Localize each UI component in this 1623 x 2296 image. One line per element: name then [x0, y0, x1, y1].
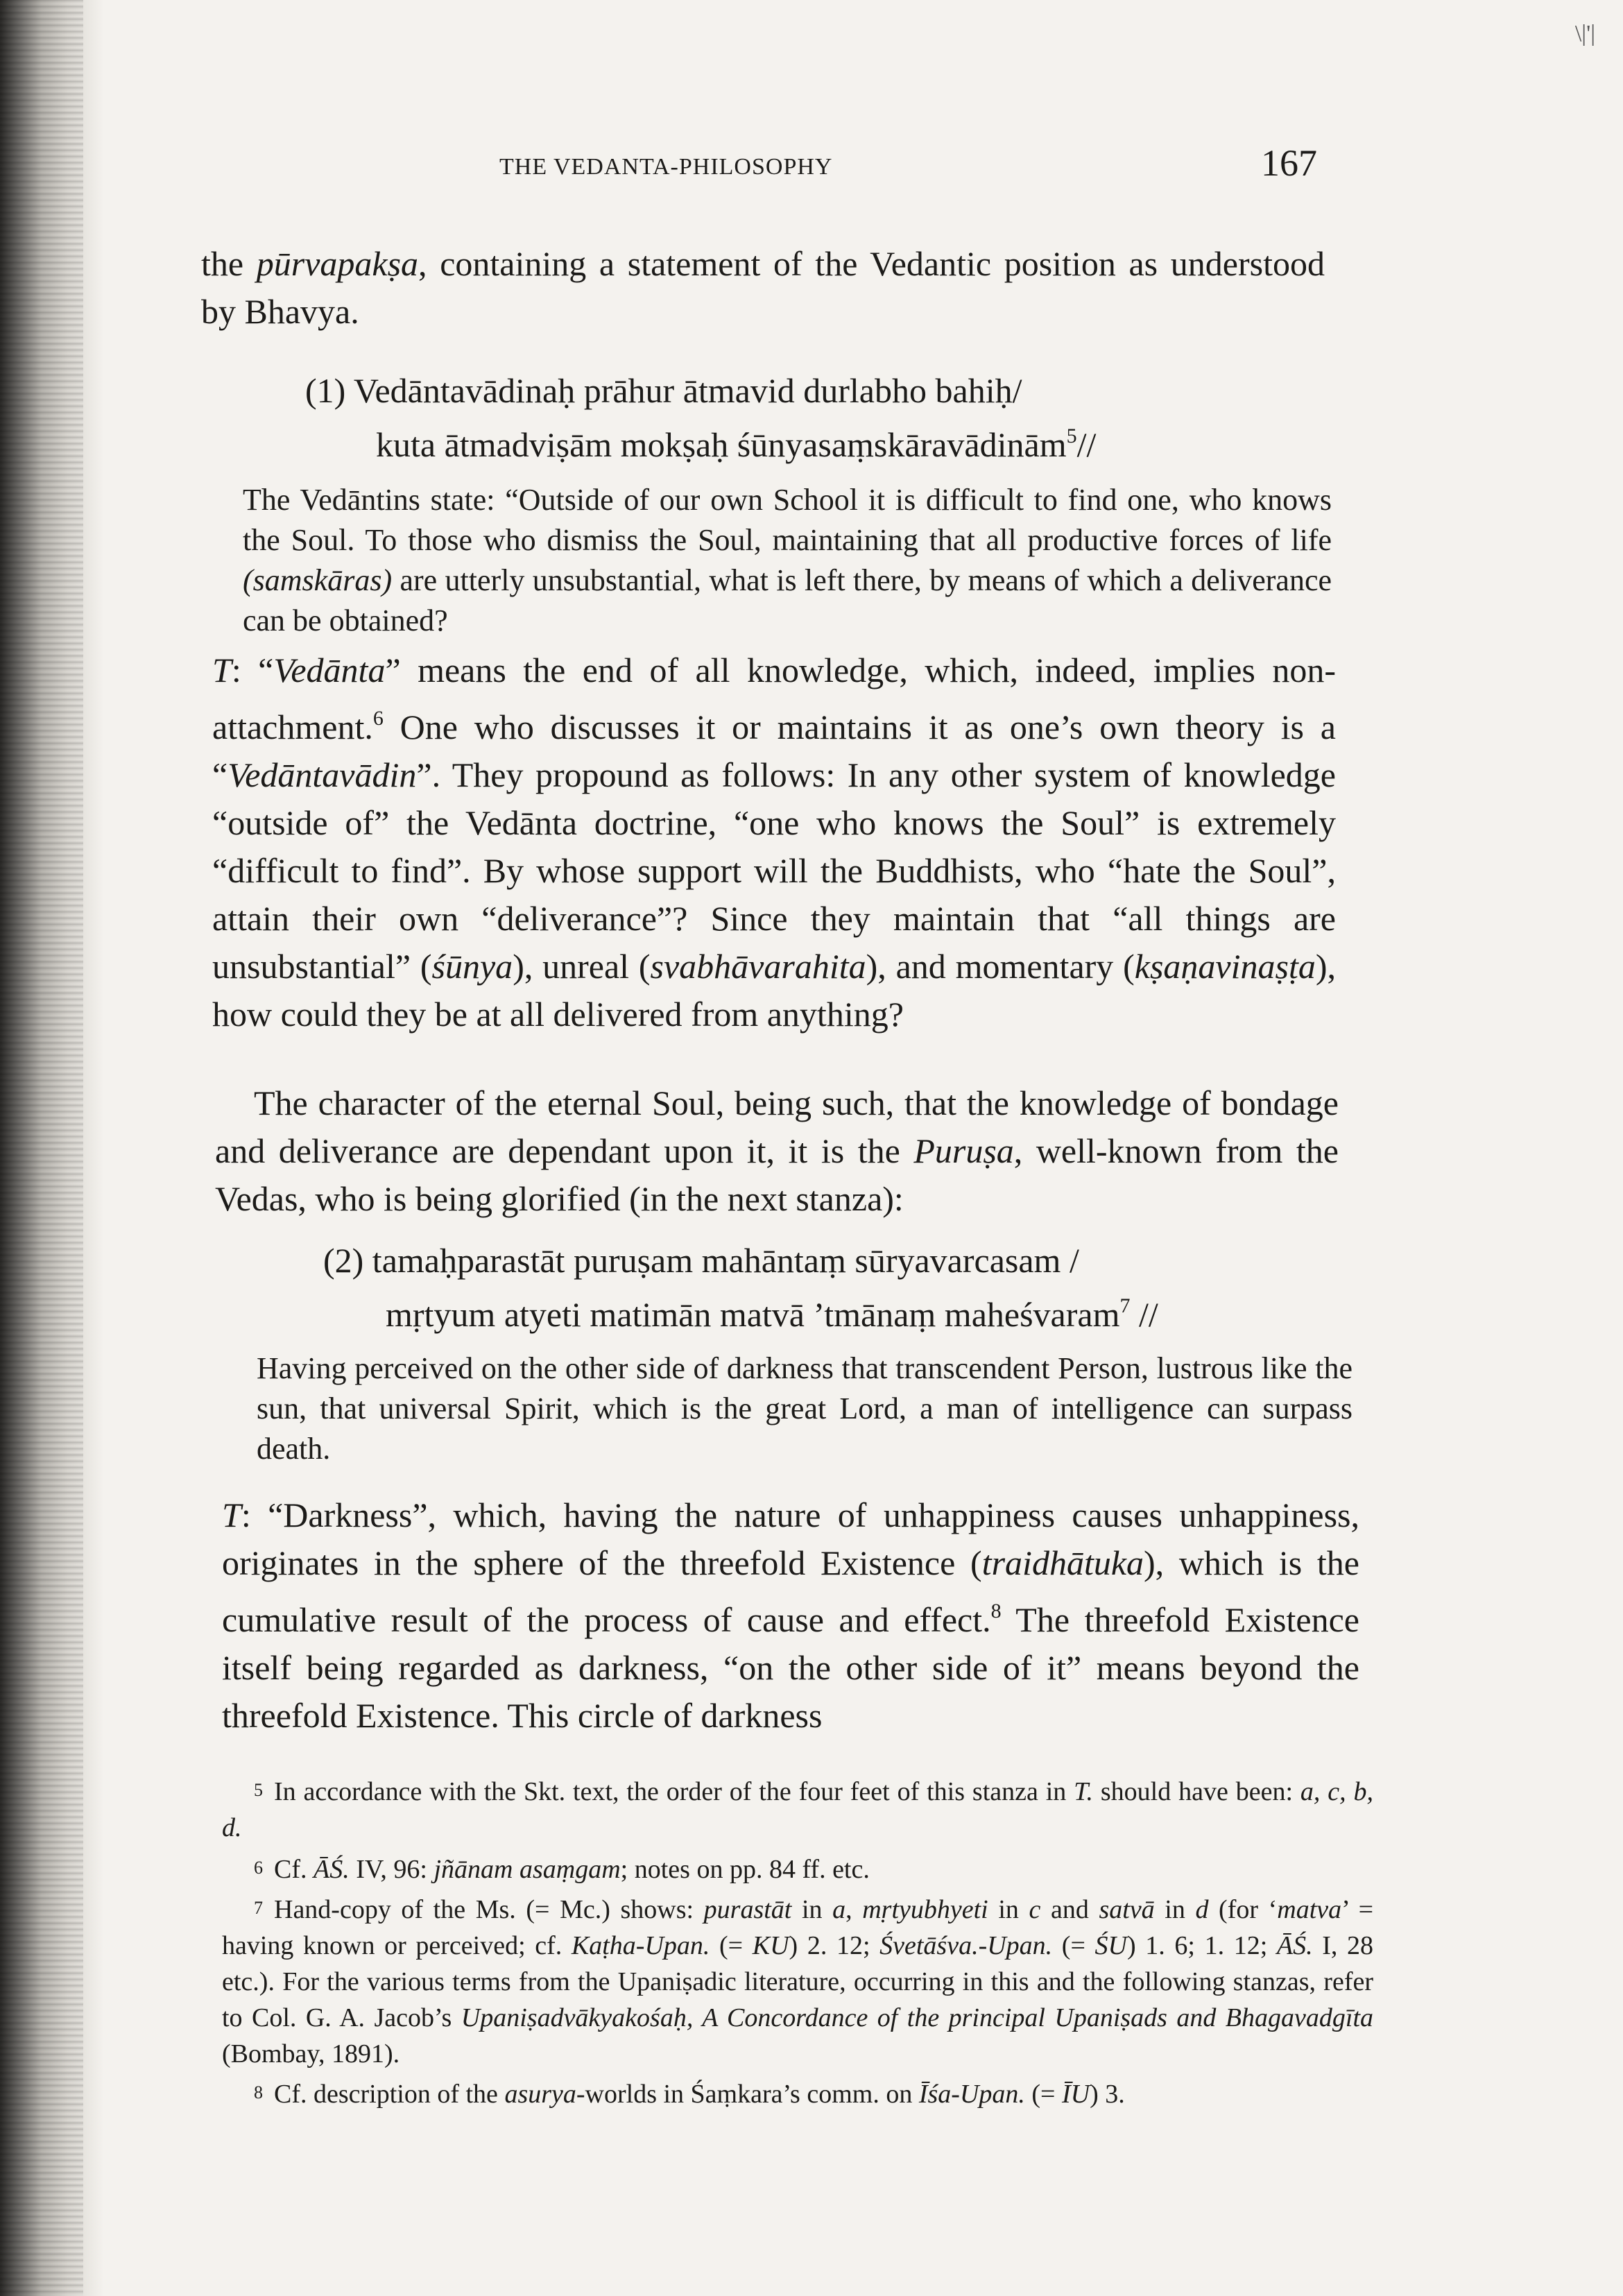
italic-term: purastāt: [703, 1895, 792, 1924]
footnote-8: [222, 2075, 1373, 2112]
italic-term: asurya: [504, 2080, 576, 2109]
italic-term: svabhāvarahita: [650, 947, 866, 986]
text-run: should have been:: [1093, 1777, 1300, 1806]
text-run: , containing a statement of the Vedantic position as understood by Bhavya.: [201, 244, 1325, 331]
text-run: the: [201, 244, 257, 283]
footnote-mark: 6: [254, 1858, 263, 1878]
italic-term: Kaṭha-Upan.: [571, 1931, 710, 1960]
scan-corner-mark: \|'|: [1574, 21, 1595, 46]
commentary-2: [215, 1079, 1339, 1223]
italic-term: kṣaṇavinaṣṭa: [1134, 947, 1316, 986]
text-run: ) 2. 12;: [789, 1931, 880, 1960]
text-run: ,: [845, 1895, 863, 1924]
footnote-6: [222, 1850, 1373, 1887]
text-run: and: [1040, 1895, 1099, 1924]
footnote-mark: 8: [254, 2082, 263, 2102]
commentary-3: [222, 1491, 1359, 1740]
text-run: One who discusses it or maintains it as one’s own theory is a “: [212, 708, 1336, 794]
verse-2: [323, 1237, 1158, 1337]
text-run: //: [1076, 425, 1097, 464]
text-run: The threefold Existence itself being regarded as darkness, “on the other side of it” means beyond the threefold Existence. This circle of darkness: [222, 1600, 1359, 1735]
italic-term: ĀŚ.: [1276, 1931, 1313, 1960]
footnote-mark: 5: [254, 1780, 263, 1800]
text-run: (=: [1052, 1931, 1095, 1960]
text-run: kuta ātmadviṣām mokṣaḥ śūnyasaṃskāravādinām: [376, 425, 1067, 464]
text-run: Cf.: [274, 1855, 314, 1884]
translation-1: [243, 480, 1332, 641]
text-run: ), which is the cumulative result of the process of cause and effect.: [222, 1543, 1359, 1639]
page-number: 167: [1261, 142, 1317, 184]
italic-term: d: [1195, 1895, 1209, 1924]
verse-1-line-1: (1) Vedāntavādinaḥ prāhur ātmavid durlabho bahiḥ/: [305, 371, 1022, 410]
italic-term: a, c, b, d.: [222, 1777, 1373, 1842]
footnote-ref: 7: [1119, 1294, 1131, 1317]
text-run: in: [791, 1895, 833, 1924]
italic-term: T.: [1074, 1777, 1093, 1806]
text-run: in: [988, 1895, 1029, 1924]
text-run: , well-known from the Vedas, who is being glorified (in the next stanza):: [215, 1131, 1339, 1218]
footnote-mark: 7: [254, 1898, 263, 1918]
text-run: mṛtyum atyeti matimān matvā ’tmānaṃ maheśvaram: [386, 1295, 1120, 1334]
verse-1-line-2: [305, 413, 1096, 468]
text-run: The Vedāntins state: “Outside of our own School it is difficult to find one, who knows the Soul. To those who dismiss the Soul, maintaining that all productive forces of life: [243, 483, 1332, 557]
italic-term: Īśa-Upan.: [918, 2080, 1025, 2109]
verse-2-line-2: [323, 1283, 1158, 1337]
footnotes: [222, 1772, 1373, 2112]
text-run: ) 1. 6; 1. 12;: [1126, 1931, 1277, 1960]
text-run: : “Darkness”, which, having the nature of unhappiness causes unhappiness, originates in the sphere of the threefold Existence (: [222, 1496, 1359, 1582]
verse-2-line-1: (2) tamaḥparastāt puruṣam mahāntaṃ sūryavarcasam /: [323, 1241, 1079, 1280]
text-run: ’ = having known or perceived; cf.: [222, 1895, 1374, 1960]
text-run: (=: [710, 1931, 753, 1960]
text-run: ), how could they be at all delivered from anything?: [212, 947, 1337, 1034]
text-run: In accordance with the Skt. text, the order of the four feet of this stanza in: [274, 1777, 1074, 1806]
text-run: ” means the end of all knowledge, which, indeed, implies non-attachment.: [212, 651, 1336, 746]
text-run: Hand-copy of the Ms. (= Mc.) shows:: [274, 1895, 704, 1924]
italic-term: (samskāras): [243, 563, 393, 597]
text-run: ), and momentary (: [866, 947, 1135, 986]
italic-term: KU: [752, 1931, 789, 1960]
text-run: : “: [231, 651, 274, 689]
footnote-ref: 8: [990, 1600, 1002, 1622]
text-run: I, 28 etc.). For the various terms from the Upaniṣadic literature, occurring in this and the following stanzas, refer to Col. G. A. Jacob’s: [222, 1931, 1373, 2032]
italic-term: matva: [1277, 1895, 1342, 1924]
text-run: The character of the eternal Soul, being such, that the knowledge of bondage and deliverance are dependant upon it, it is the: [215, 1083, 1339, 1170]
footnote-5: [222, 1772, 1373, 1846]
text-run: ”. They propound as follows: In any other system of knowledge “outside of” the Vedānta doctrine, “one who knows the Soul” is extremely “difficult to find”. By whose support will the Buddhists, who “hate the Soul”, attain their own “deliverance”? Since they maintain that “all things are unsubstantial” (: [212, 755, 1336, 986]
text-run: ) 3.: [1090, 2080, 1125, 2109]
italic-term: jñānam asaṃgam: [433, 1855, 621, 1884]
text-run: IV, 96:: [349, 1855, 434, 1884]
italic-term: Vedāntavādin: [227, 755, 417, 794]
footnote-ref: 6: [372, 707, 384, 730]
running-head: THE VEDANTA-PHILOSOPHY: [499, 154, 833, 180]
text-run: Cf. description of the: [274, 2080, 505, 2109]
text-run: (=: [1024, 2080, 1062, 2109]
commentary-1: [212, 646, 1336, 1038]
italic-term: mṛtyubhyeti: [862, 1895, 988, 1924]
commentary-label: T: [212, 651, 232, 689]
italic-term: Śvetāśva.-Upan.: [879, 1931, 1053, 1960]
text-run: -worlds in Śaṃkara’s comm. on: [576, 2080, 919, 2109]
translation-2: [257, 1348, 1352, 1469]
text-run: ; notes on pp. 84 ff. etc.: [620, 1855, 870, 1884]
footnote-7: [222, 1890, 1373, 2072]
italic-term: a: [832, 1895, 846, 1924]
intro-paragraph: [201, 240, 1325, 336]
verse-1: [305, 368, 1096, 468]
text-run: are utterly unsubstantial, what is left there, by means of which a deliverance can be obtained?: [243, 563, 1332, 637]
italic-term: ĪU: [1061, 2080, 1090, 2109]
italic-term: c: [1029, 1895, 1041, 1924]
italic-term: Vedānta: [273, 651, 386, 689]
italic-term: Upaniṣadvākyakośaḥ, A Concordance of the principal Upaniṣads and Bhagavadgīta: [461, 2003, 1374, 2032]
italic-term: Puruṣa: [913, 1131, 1014, 1170]
text-run: Having perceived on the other side of darkness that transcendent Person, lustrous like the sun, that universal Spirit, which is the great Lord, a man of intelligence can surpass death.: [257, 1351, 1352, 1466]
italic-term: pūrvapakṣa: [256, 244, 419, 283]
text-run: (Bombay, 1891).: [222, 2039, 400, 2068]
text-run: ), unreal (: [513, 947, 651, 986]
text-run: (for ‘: [1208, 1895, 1278, 1924]
text-run: in: [1154, 1895, 1196, 1924]
footnote-ref: 5: [1066, 425, 1077, 447]
italic-term: śūnya: [431, 947, 513, 986]
commentary-label: T: [222, 1496, 241, 1534]
text-run: //: [1130, 1295, 1158, 1334]
italic-term: ĀŚ.: [314, 1855, 350, 1884]
italic-term: ŚU: [1094, 1931, 1127, 1960]
italic-term: traidhātuka: [981, 1543, 1144, 1582]
italic-term: satvā: [1099, 1895, 1155, 1924]
